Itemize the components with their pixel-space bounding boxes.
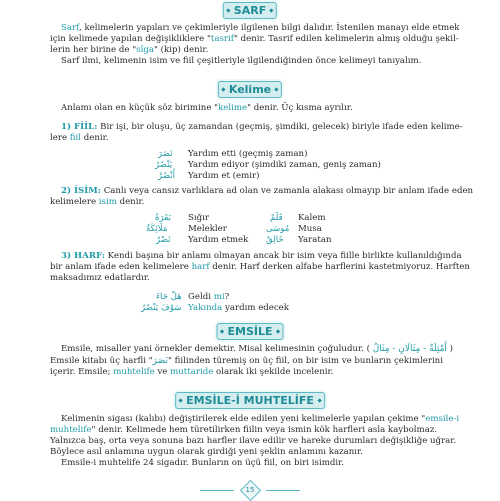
text: ve bbox=[154, 367, 171, 377]
sarf-paragraph-line-1 bbox=[61, 23, 460, 34]
heading-sarf: SARF bbox=[223, 2, 277, 19]
keyword-harf: harf bbox=[191, 262, 210, 272]
example-translation: Musa bbox=[298, 224, 322, 234]
text: ? bbox=[224, 292, 230, 302]
text: Bir işi, bir oluşu, üç zamandan (geçmiş, şimdiki, gelecek) biriyle ifade eden kelime- bbox=[97, 122, 463, 132]
text: denir. Harf derken alfabe harflerini kastetmiyoruz. Harften bbox=[209, 262, 470, 272]
text: Emsile kitabı üç harfli " bbox=[50, 356, 153, 366]
text: olarak iki şekilde incelenir. bbox=[213, 367, 334, 377]
keyword-muttaride: muttaride bbox=[170, 367, 214, 377]
text: lerin her birine de " bbox=[50, 45, 137, 55]
example-translation: Yardım etmek bbox=[188, 235, 249, 245]
arabic-plural: أَمْثِلَةٌ - مِثَالَانِ - مِثَالٌ bbox=[372, 344, 447, 354]
text: yardım edecek bbox=[222, 303, 289, 313]
keyword-yakinda: Yakında bbox=[188, 303, 223, 313]
keyword-siga: sîga bbox=[136, 45, 154, 55]
text: " denir. Tasrif edilen kelimelerin almış olduğu şekil- bbox=[233, 34, 459, 44]
text: ) bbox=[446, 344, 454, 354]
muhtelife-paragraph-line-4: Böylece asıl anlamına uygun olarak girdiği yeni şeklin anlamını kazanır. bbox=[50, 447, 363, 457]
text: " denir. Kelimede hem türetilirken fiilin veya ismin kök harfleri asla kaybolmaz. bbox=[91, 425, 438, 435]
example-translation: Yardım etti (geçmiş zaman) bbox=[188, 149, 308, 159]
text: Anlamı olan en küçük söz birimine " bbox=[61, 103, 219, 113]
text: " denir. Üç kısma ayrılır. bbox=[247, 103, 353, 113]
arabic-example: نَصَرَ bbox=[158, 149, 173, 159]
text: Kendi başına bir anlamı olmayan ancak bir isim veya fiille birlikte kullanıldığında bbox=[104, 251, 462, 261]
text: Geldi bbox=[188, 292, 214, 302]
text: için kelimede yapılan değişikliklere " bbox=[50, 34, 211, 44]
harf-definition-line-3: maksadımız edatlardır. bbox=[50, 273, 150, 283]
harf-definition-line-1 bbox=[61, 251, 462, 262]
text: denir. bbox=[81, 133, 109, 143]
text: bir anlam ifade eden kelimelere bbox=[50, 262, 192, 272]
emsile-paragraph-line-1 bbox=[61, 344, 453, 355]
keyword-fiil: fiil bbox=[69, 133, 81, 143]
heading-emsile: EMSİLE bbox=[217, 323, 284, 340]
arabic-example: قَلَمٌ bbox=[270, 213, 283, 223]
sarf-paragraph-line-2 bbox=[50, 34, 459, 45]
text: , kelimelerin yapıları ve çekimleriyle ilgilenen bilgi dalıdır. İstenilen manayı elde etmek bbox=[79, 23, 460, 33]
fiil-definition-line-2 bbox=[50, 133, 109, 144]
keyword-sarf: Sarf bbox=[61, 23, 79, 33]
isim-definition-line-1 bbox=[61, 186, 473, 197]
emsile-paragraph-line-2 bbox=[50, 356, 443, 367]
footer-divider-right bbox=[266, 490, 300, 491]
muhtelife-paragraph-line-3: Yalnızca baş, orta veya sonuna bazı harfler ilave edilir ve hareke durumları değişikliğe uğrar. bbox=[50, 436, 457, 446]
arabic-example: خَالِقٌ bbox=[266, 235, 284, 245]
arabic-example: بَقَرَةٌ bbox=[155, 213, 171, 223]
arabic-example: مُوسَى bbox=[266, 224, 290, 234]
text: Canlı veya cansız varlıklara ad olan ve zamanla alakası olmayıp bir anlam ifade eden bbox=[100, 186, 474, 196]
text: kelimelere bbox=[50, 197, 99, 207]
keyword-emsile-i: emsile-i bbox=[425, 414, 460, 424]
arabic-example: اُنْصُرْ bbox=[158, 171, 175, 181]
heading-emsile-muhtelife: EMSİLE-İ MUHTELİFE bbox=[175, 392, 325, 409]
harf-definition-line-2 bbox=[50, 262, 470, 273]
label-harf: 3) HARF: bbox=[61, 251, 105, 261]
footer-divider-left bbox=[200, 490, 234, 491]
emsile-paragraph-line-3 bbox=[50, 367, 333, 378]
text: denir. bbox=[116, 197, 145, 207]
text: Kelimenin sigası (kalıbı) değiştirilerek elde edilen yeni kelimelerle yapılan çekime " bbox=[61, 414, 426, 424]
arabic-example: سَوْفَ يَنْصُرُ bbox=[141, 303, 182, 313]
example-translation: Melekler bbox=[188, 224, 227, 234]
text: lere bbox=[50, 133, 70, 143]
sarf-paragraph-line-3 bbox=[50, 45, 208, 56]
example-translation bbox=[188, 292, 229, 303]
text: " (kip) denir. bbox=[153, 45, 209, 55]
heading-kelime: Kelime bbox=[218, 81, 282, 98]
sarf-paragraph-line-4: Sarf ilmi, kelimenin isim ve fiil çeşitleriyle ilgilendiğinden önce kelimeyi tanıyalım. bbox=[61, 56, 422, 66]
keyword-muhtelife: muhtelife bbox=[113, 367, 155, 377]
text: " fiilinden türemiş on üç fiil, on bir isim ve bunların çekimlerini bbox=[167, 356, 443, 366]
keyword-tasrif: tasrif bbox=[210, 34, 234, 44]
text: içerir. Emsile; bbox=[50, 367, 114, 377]
keyword-kelime: kelime bbox=[218, 103, 248, 113]
text: Emsile, misaller yani örnekler demektir. Misal kelimesinin çoğuludur. ( bbox=[61, 344, 373, 354]
arabic-nasara: نَصَرَ bbox=[152, 356, 168, 366]
muhtelife-paragraph-line-2 bbox=[50, 425, 437, 436]
example-translation: Kalem bbox=[298, 213, 326, 223]
example-translation: Sığır bbox=[188, 213, 209, 223]
label-fiil: 1) FİİL: bbox=[61, 122, 98, 132]
keyword-muhtelife: muhtelife bbox=[50, 425, 92, 435]
label-isim: 2) İSİM: bbox=[61, 186, 101, 196]
example-translation: Yaratan bbox=[298, 235, 332, 245]
keyword-mi: mi bbox=[213, 292, 225, 302]
muhtelife-paragraph-line-5: Emsile-i muhtelife 24 sigadır. Bunların on üçü fiil, on biri isimdir. bbox=[61, 458, 344, 468]
fiil-definition-line-1 bbox=[61, 122, 463, 133]
kelime-intro bbox=[61, 103, 353, 114]
keyword-isim: isim bbox=[98, 197, 117, 207]
example-translation: Yardım et (emir) bbox=[188, 171, 260, 181]
arabic-example: نَصْرٌ bbox=[156, 235, 171, 245]
arabic-example: يَنْصُرُ bbox=[155, 160, 173, 170]
isim-definition-line-2 bbox=[50, 197, 144, 208]
arabic-example: مَلَائِكَةٌ bbox=[146, 224, 168, 234]
arabic-example: هَلْ جَاءَ bbox=[156, 292, 182, 302]
page-number: 15 bbox=[238, 483, 262, 497]
example-translation: Yardım ediyor (şimdiki zaman, geniş zaman) bbox=[188, 160, 381, 170]
example-translation bbox=[188, 303, 289, 314]
muhtelife-paragraph-line-1 bbox=[61, 414, 459, 425]
